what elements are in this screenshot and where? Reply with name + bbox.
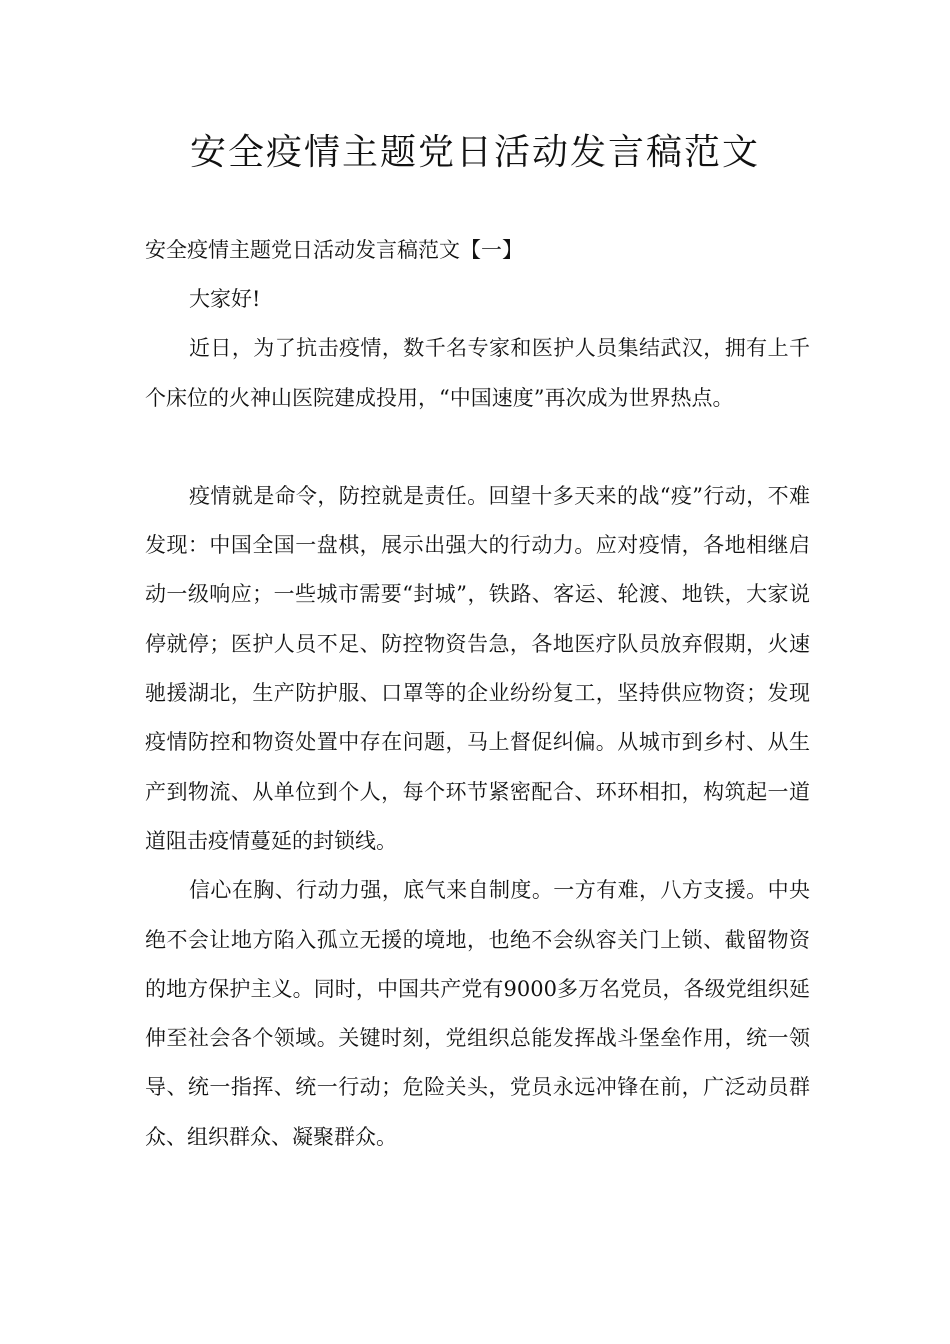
document-body [145, 226, 810, 1162]
paragraph-greeting: 大家好! [189, 287, 261, 311]
paragraph-2: 疫情就是命令，防控就是责任。回望十多天来的战“疫”行动，不难发现：中国全国一盘棋，展示出强大的行动力。应对疫情，各地相继启动一级响应；一些城市需要“封城”，铁路、客运、轮渡、地铁，大家说停就停；医护人员不足、防控物资告急，各地医疗队员放弃假期，火速驰援湖北，生产防护服、口罩等的企业纷纷复工，坚持供应物资；发现疫情防控和物资处置中存在问题，马上督促纠偏。从城市到乡村、从生产到物流、从单位到个人，每个环节紧密配合、环环相扣，构筑起一道道阻击疫情蔓延的封锁线。 [145, 483, 810, 853]
paragraph-3: 信心在胸、行动力强，底气来自制度。一方有难，八方支援。中央绝不会让地方陷入孤立无援的境地，也绝不会纵容关门上锁、截留物资的地方保护主义。同时，中国共产党有9000多万名党员，各级党组织延伸至社会各个领域。关键时刻，党组织总能发挥战斗堡垒作用，统一领导、统一指挥、统一行动；危险关头，党员永远冲锋在前，广泛动员群众、组织群众、凝聚群众。 [145, 878, 810, 1149]
section-heading: 安全疫情主题党日活动发言稿范文【一】 [145, 238, 523, 262]
paragraph-1: 近日，为了抗击疫情，数千名专家和医护人员集结武汉，拥有上千个床位的火神山医院建成投用，“中国速度”再次成为世界热点。 [145, 336, 810, 410]
document-title: 安全疫情主题党日活动发言稿范文 [189, 132, 760, 173]
paragraph-spacer [145, 423, 810, 472]
